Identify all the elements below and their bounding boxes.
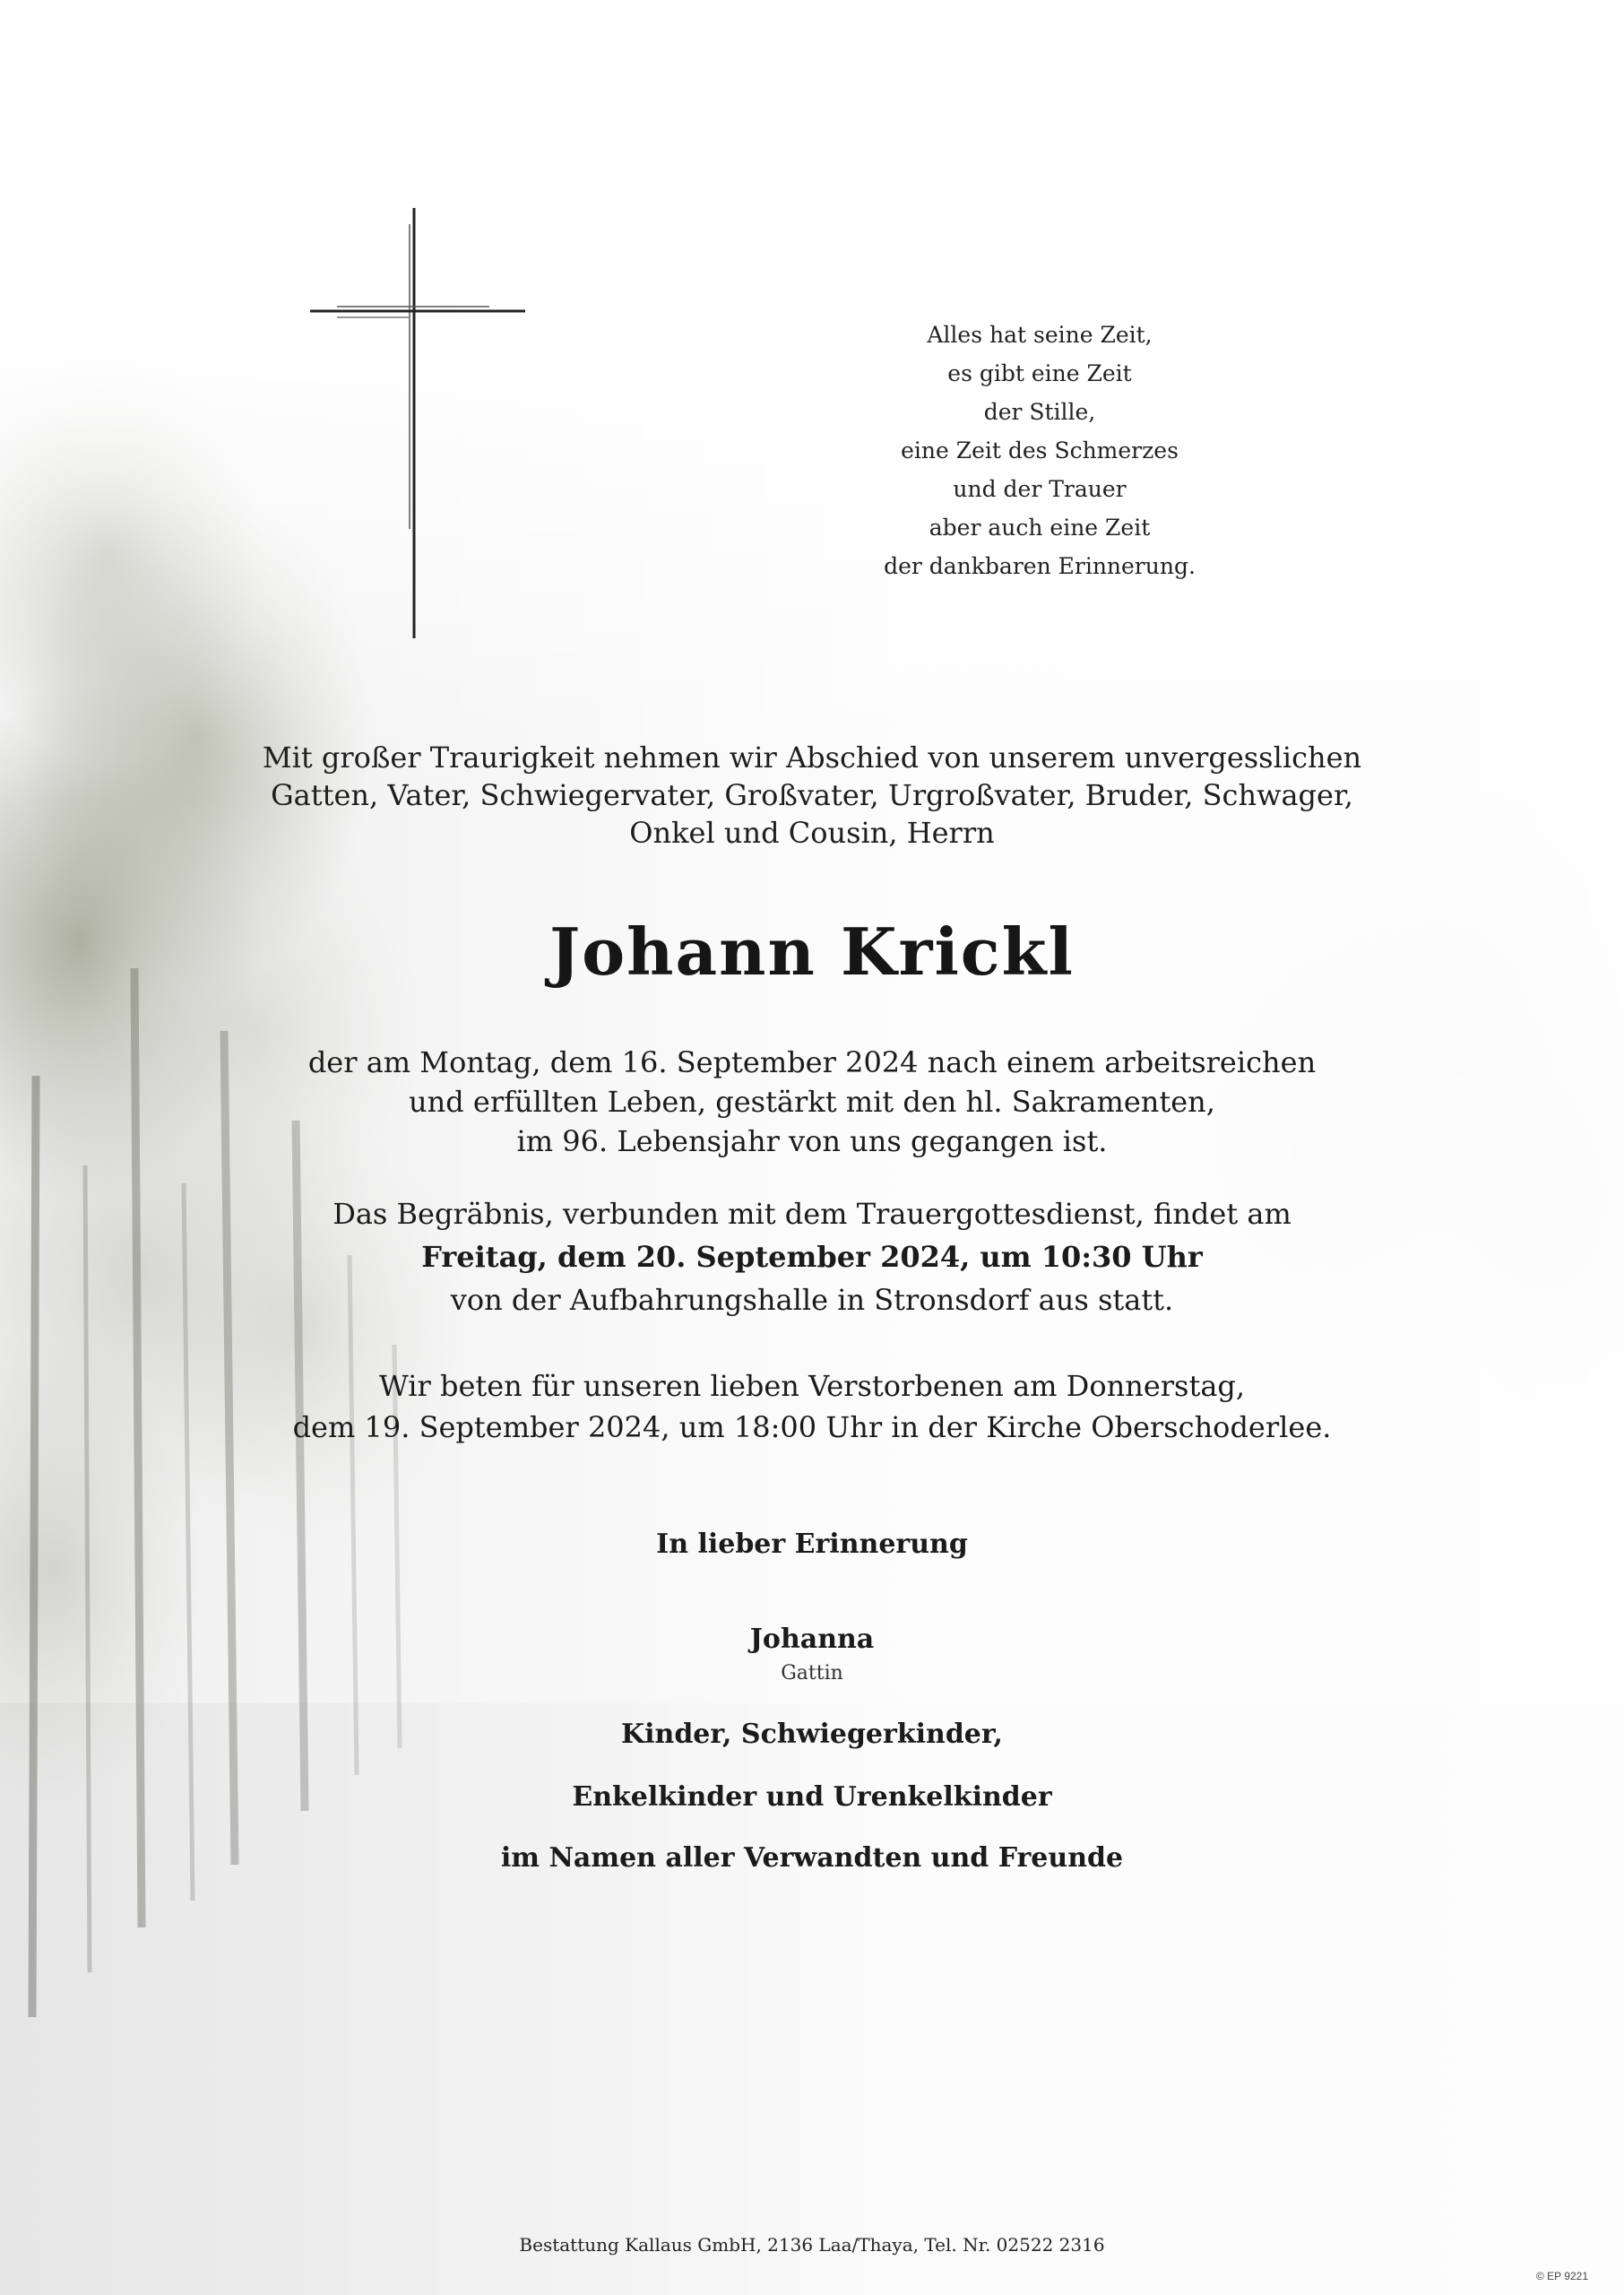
spouse-role: Gattin	[781, 1662, 843, 1684]
closing-phrase: In lieber Erinnerung	[656, 1529, 968, 1560]
intro-line: Gatten, Vater, Schwiegervater, Großvater, Urgroßvater, Bruder, Schwager,	[271, 778, 1353, 812]
poem-line: es gibt eine Zeit	[947, 360, 1132, 386]
details-line: der am Montag, dem 16. September 2024 nach einem arbeitsreichen	[307, 1045, 1317, 1079]
family-line: im Namen aller Verwandten und Freunde	[500, 1842, 1124, 1874]
intro-line: Onkel und Cousin, Herrn	[629, 816, 995, 850]
poem-line: Alles hat seine Zeit,	[927, 322, 1153, 348]
cross-icon	[305, 206, 538, 645]
poem-line: und der Trauer	[953, 476, 1127, 502]
intro-text	[0, 739, 1624, 852]
poem-line: aber auch eine Zeit	[929, 515, 1151, 541]
funeral-home-footer: Bestattung Kallaus GmbH, 2136 Laa/Thaya, Tel. Nr. 02522 2316	[519, 2234, 1105, 2256]
funeral-info	[0, 1192, 1624, 1321]
prayer-info	[0, 1365, 1624, 1448]
funeral-date: Freitag, dem 20. September 2024, um 10:30 Uhr	[421, 1240, 1203, 1274]
prayer-line: dem 19. September 2024, um 18:00 Uhr in der Kirche Oberschoderlee.	[292, 1410, 1332, 1444]
document-code: © EP 9221	[1536, 2270, 1588, 2282]
poem-line: der Stille,	[983, 399, 1096, 425]
funeral-line: Das Begräbnis, verbunden mit dem Trauergottesdienst, findet am	[333, 1197, 1291, 1231]
deceased-name: Johann Krickl	[549, 914, 1075, 990]
family-line: Kinder, Schwiegerkinder,	[621, 1719, 1003, 1750]
funeral-location: von der Aufbahrungshalle in Stronsdorf aus statt.	[450, 1283, 1174, 1317]
spouse-name: Johanna	[749, 1624, 875, 1655]
intro-line: Mit großer Traurigkeit nehmen wir Abschied von unserem unvergesslichen	[262, 740, 1362, 775]
poem-line: der dankbaren Erinnerung.	[884, 553, 1196, 579]
details-line: und erfüllten Leben, gestärkt mit den hl. Sakramenten,	[409, 1085, 1215, 1119]
details-line: im 96. Lebensjahr von uns gegangen ist.	[516, 1124, 1108, 1158]
family-line: Enkelkinder und Urenkelkinder	[572, 1781, 1052, 1813]
poem	[789, 316, 1291, 585]
poem-line: eine Zeit des Schmerzes	[901, 437, 1179, 463]
prayer-line: Wir beten für unseren lieben Verstorbenen am Donnerstag,	[378, 1369, 1246, 1403]
death-details	[0, 1043, 1624, 1161]
